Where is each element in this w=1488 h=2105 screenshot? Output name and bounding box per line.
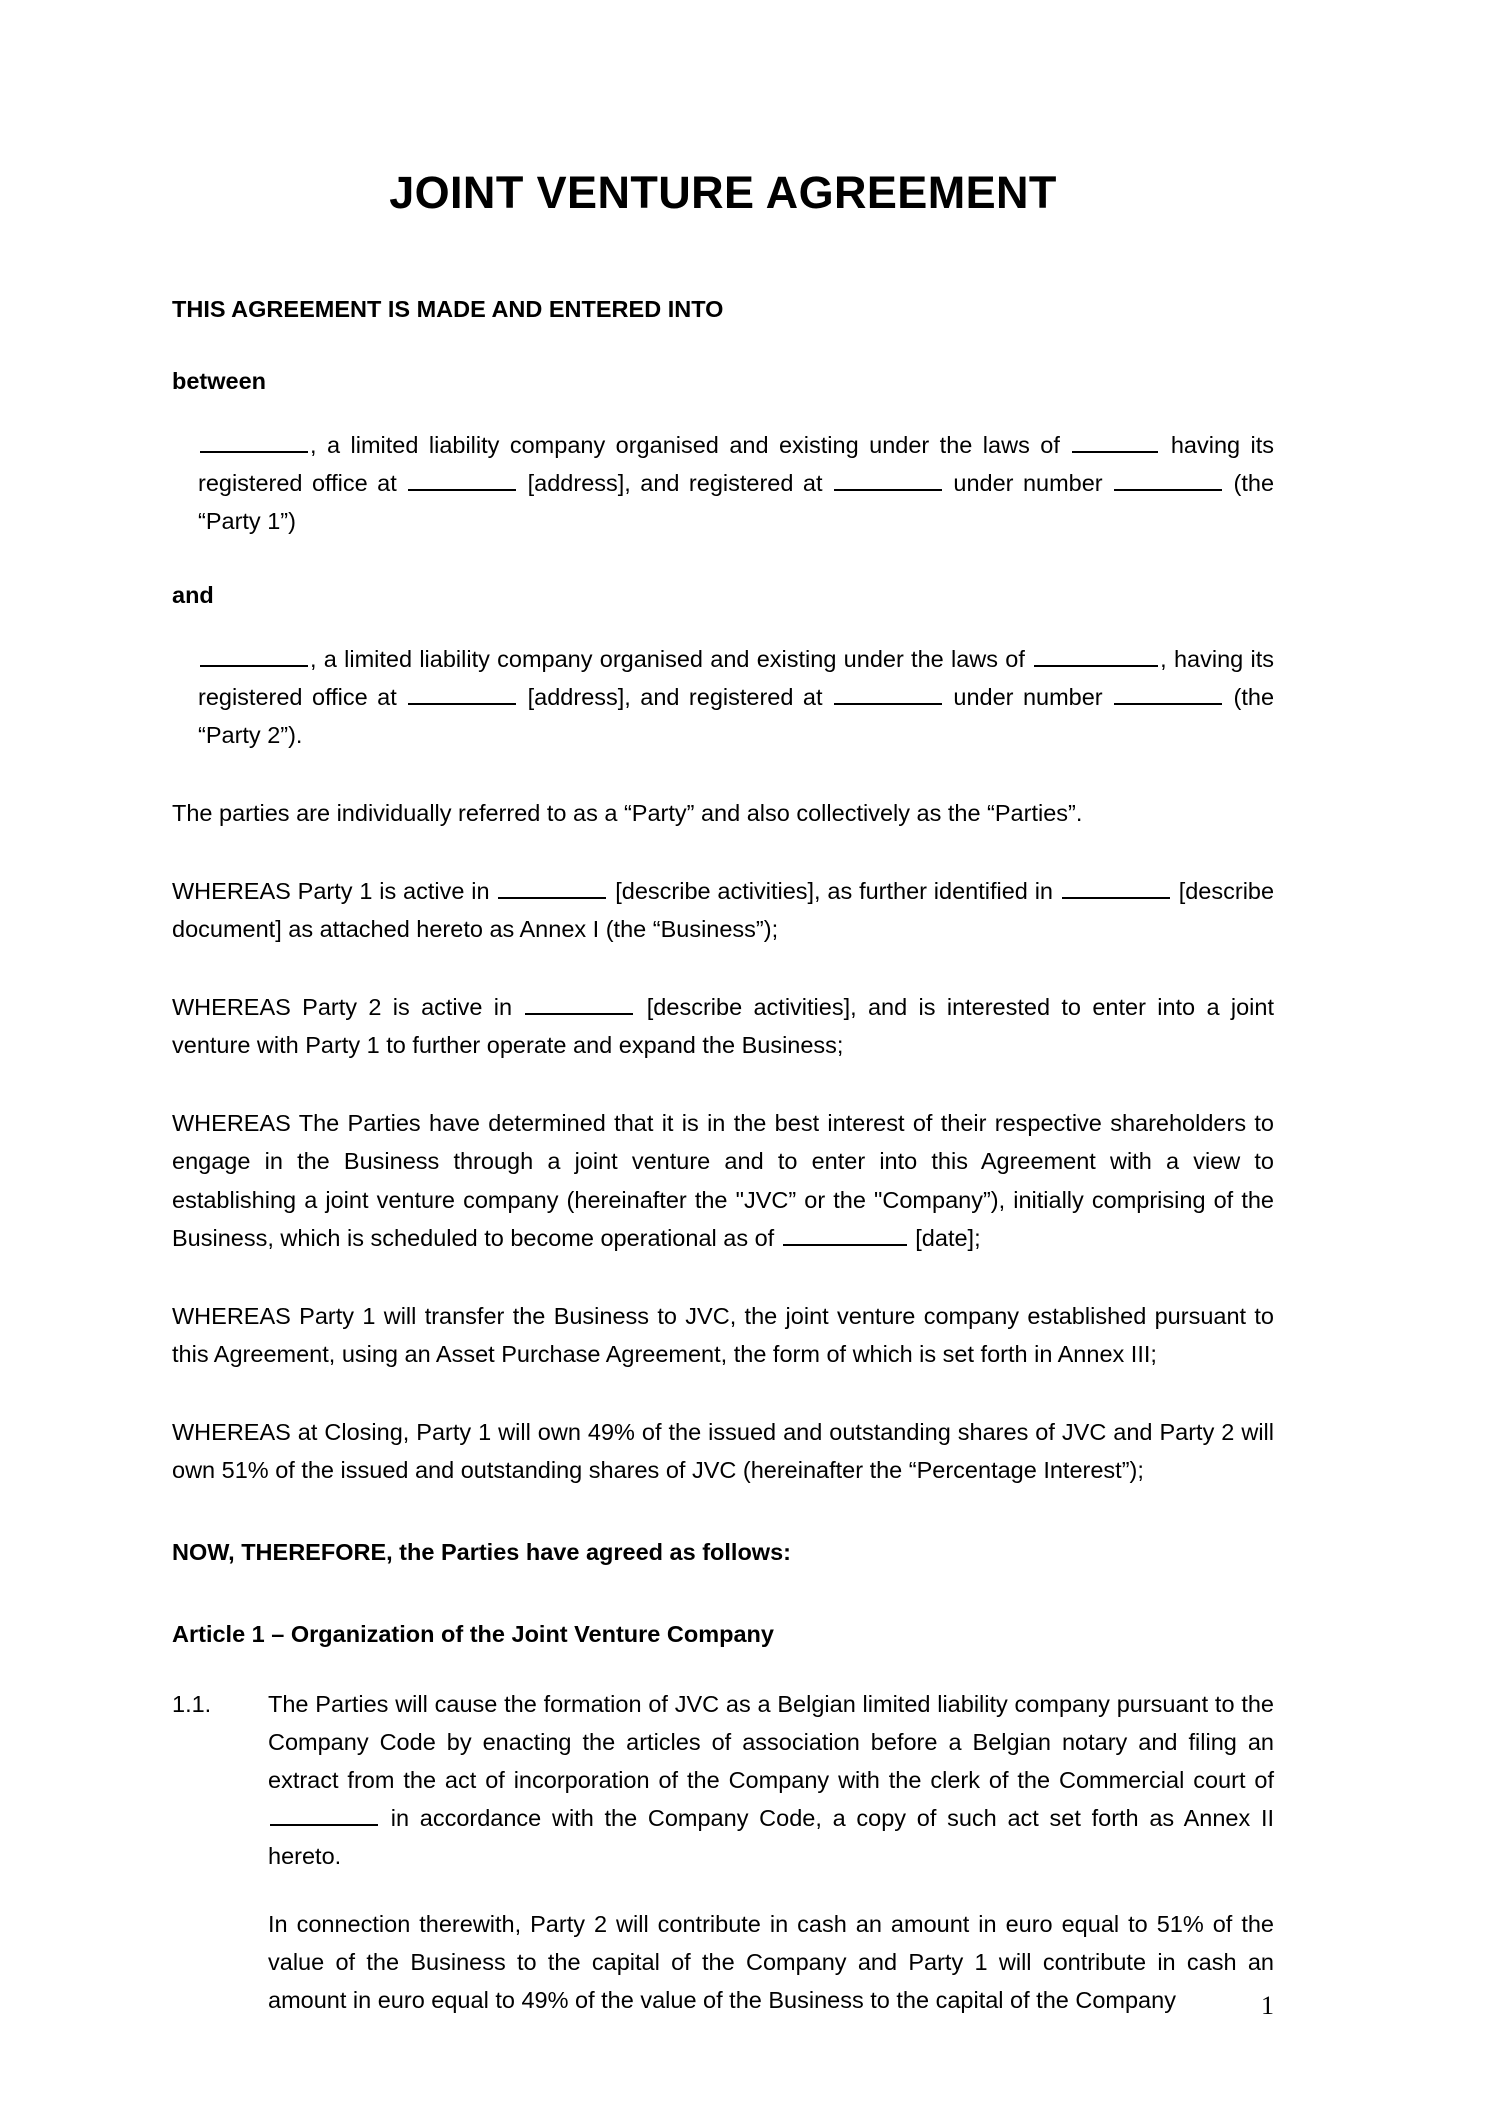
parties-definition-paragraph: The parties are individually referred to as a “Party” and also collectively as the “Parties”. [172,800,1083,827]
party2-text-a: , a limited liability company organised and existing under the laws of [310,645,1025,672]
page-title: JOINT VENTURE AGREEMENT [389,167,1057,218]
recital-1-text-b: [describe activities], as further identified in [615,878,1054,905]
blank-commercial-court [270,1802,378,1826]
blank-party1-registry [834,466,942,490]
page-number: 1 [1261,1991,1274,2020]
party1-text-d: [address], and registered at [527,469,823,496]
recital-2-text-b: [describe activities], and is interested to enter into a joint venture with Party 1 to further operate and expand the Business; [172,994,1274,1059]
blank-party1-laws [1072,428,1158,452]
recital-1-text-a: WHEREAS Party 1 is active in [172,878,490,905]
clause-1-1-body [268,1685,1274,2020]
party2-paragraph: , a limited liability company organised and existing under the laws of , having its registered office at [address], and registered at under number (the “Party 2”). [172,612,1274,754]
blank-party2-laws [1034,643,1158,667]
party1-text-a: , a limited liability company organised and existing under the laws of [310,431,1060,458]
blank-operational-date [783,1221,907,1245]
between-label: between [172,367,267,394]
and-label: and [172,581,214,608]
party2-text-e: (the “Party 2”). [198,683,1275,748]
clause-1-1-paragraph-2: In connection therewith, Party 2 will contribute in cash an amount in euro equal to 51% of the value of the Business to the capital of the Company and Party 1 will contribute in cash an amount in euro equal to 49% of the value of the Business to the capital of the Company [268,1911,1274,2014]
blank-party2-registry [834,681,942,705]
clause-1-1-text-a: The Parties will cause the formation of JVC as a Belgian limited liability company pursuant to the Company Code by enacting the articles of association before a Belgian notary and filing an extract from the act of incorporation of the Company with the clerk of the Commercial court of [268,1691,1274,1794]
party1-text-c: its registered office at [198,431,1275,496]
blank-party2-office [408,681,516,705]
clause-1-1 [172,1651,1274,2020]
party2-text-b: having its registered office at [198,645,1275,710]
party1-text-e: under number [953,469,1103,496]
clause-1-1-paragraph-1 [268,1685,1274,1875]
recital-whereas-transfer-business: WHEREAS Party 1 will transfer the Business to JVC, the joint venture company established pursuant to this Agreement, using an Asset Purchase Agreement, the form of which is set forth in Annex III; [172,1302,1274,1367]
blank-party2-number [1114,681,1222,705]
blank-party1-office [408,466,516,490]
clause-1-1-number: 1.1. [172,1691,212,1717]
article-1-heading: Article 1 – Organization of the Joint Venture Company [172,1620,774,1647]
party2-text-c: [address], and registered at [527,683,823,710]
party1-text-f: (the “Party 1”) [198,469,1275,534]
recital-3-text-b: [date]; [915,1224,981,1251]
recital-whereas-party1-active [172,832,1274,948]
agreement-lead-heading: THIS AGREEMENT IS MADE AND ENTERED INTO [172,295,724,322]
party2-text-d: under number [953,683,1103,710]
blank-party2-name [200,643,308,667]
blank-party1-name [200,428,308,452]
now-therefore-heading: NOW, THEREFORE, the Parties have agreed as follows: [172,1538,791,1565]
document-content [172,0,1274,2020]
recital-whereas-party2-active [172,948,1274,1064]
party1-paragraph [172,398,1274,540]
blank-party1-number [1114,466,1222,490]
recital-2-text-a: WHEREAS Party 2 is active in [172,994,513,1021]
blank-party1-activities [498,875,606,899]
recital-3-text-a: WHEREAS The Parties have determined that it is in the best interest of their respective shareholders to engage in the Business through a joint venture and to enter into this Agreement with a view to establishing a joint venture company (hereinafter the "JVC” or the "Company”), initially comprising of the Business, which is scheduled to become operational as of [172,1110,1274,1251]
party1-text-b: having [1170,431,1241,458]
blank-party2-activities [525,991,633,1015]
recital-whereas-closing-shares: WHEREAS at Closing, Party 1 will own 49% of the issued and outstanding shares of JVC and Party 2 will own 51% of the issued and outstanding shares of JVC (hereinafter the “Percentage Interest”); [172,1418,1274,1483]
recital-1-text-c: [describe document] as attached hereto as Annex I (the “Business”); [172,878,1275,943]
recital-whereas-parties-determined [172,1064,1274,1256]
blank-party1-document [1062,875,1170,899]
clause-1-1-text-b: in accordance with the Company Code, a copy of such act set forth as Annex II hereto. [268,1805,1275,1870]
